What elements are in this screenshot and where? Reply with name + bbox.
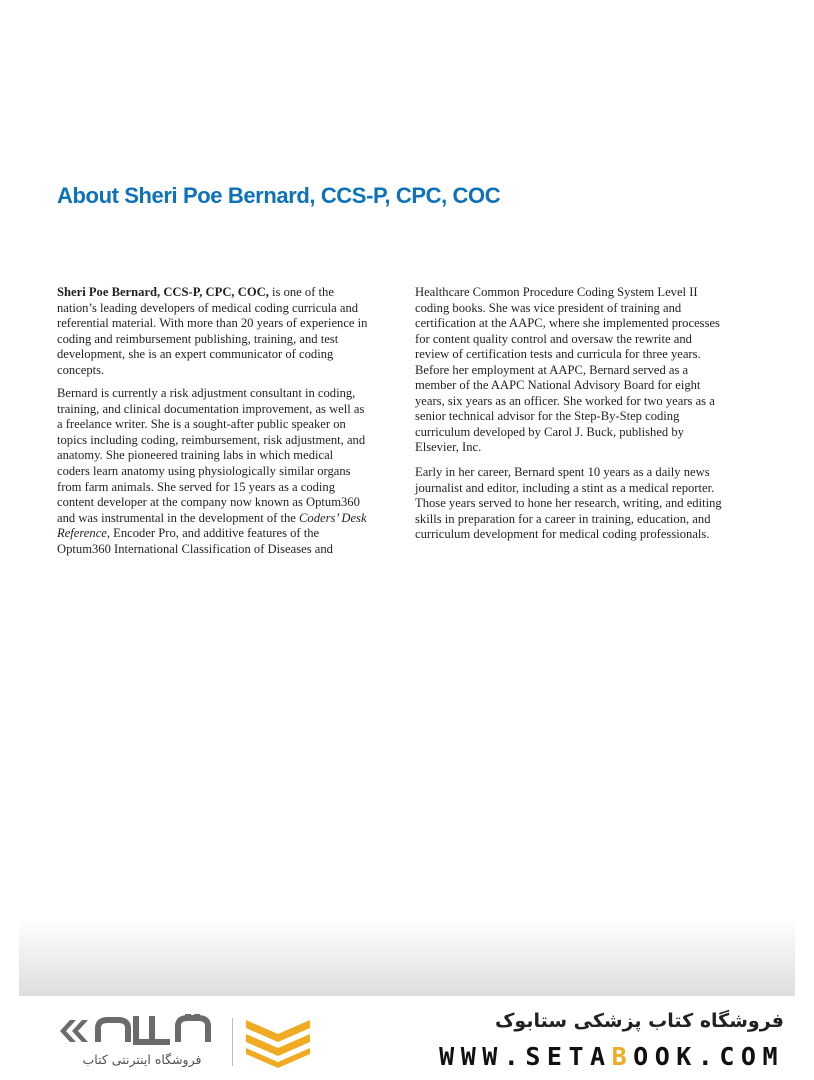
author-name: Sheri Poe Bernard, CCS-P, CPC, COC, [57, 285, 269, 299]
bio-paragraph-1-text: is one of the nation’s leading developers of medical coding curricula and referential material. With more than 20 years of experience in coding and reimbursement publishing, training, and test development, she is an expert communicator of coding concepts. [57, 285, 368, 377]
site-url-part-1: WWW.SETA [439, 1042, 612, 1071]
bio-paragraph-2-text-a: Bernard is currently a risk adjustment consultant in coding, training, and clinical documentation improvement, as well as a freelance writer. She is a sought-after public speaker on topics including coding, reimbursement, risk adjustment, and anatomy. She pioneered training labs in which medical coders learn anatomy using physiologically similar organs from farm animals. She served for 15 years as a coding content developer at the company now known as Optum360 and was instrumental in the development of the [57, 386, 366, 525]
logo-subtitle: فروشگاه اینترنتی کتاب [82, 1052, 202, 1067]
site-url-part-2: OOK.COM [633, 1042, 784, 1071]
page-title: About Sheri Poe Bernard, CCS-P, CPC, COC [57, 183, 501, 208]
bio-column-right [415, 285, 727, 551]
bio-paragraph-2-text-b: , Encoder Pro, and additive features of the Optum360 International Classification of Diseases and [57, 526, 333, 556]
bio-paragraph-1 [57, 285, 369, 378]
site-url-highlight: B [611, 1042, 634, 1071]
site-url [439, 1042, 784, 1071]
footer-gradient [19, 918, 795, 996]
book-title-coders-desk-reference: Coders’ Desk Reference [57, 510, 367, 541]
logo-divider [232, 1018, 233, 1066]
bio-paragraph-3: Early in her career, Bernard spent 10 years as a daily news journalist and editor, including a stint as a medical reporter. Those years served to hone her research, writing, and editing skills in preparation for a career in training, education, and curriculum development for medical coding professionals. [415, 465, 722, 542]
bio-column-left [57, 285, 369, 565]
setabook-footer [0, 996, 814, 1080]
bio-paragraph-2-continued: Healthcare Common Procedure Coding System Level II coding books. She was vice president of training and certification at the AAPC, where she implemented processes for content quality control and oversaw the rewrite and review of certification tests and curricula for three years. Before her employment at AAPC, Bernard served as a member of the AAPC National Advisory Board for eight years, six years as an officer. She worked for two years as a senior technical advisor for the Step-By-Step coding curriculum developed by Carol J. Buck, published by Elsevier, Inc. [415, 285, 720, 455]
store-name: فروشگاه کتاب پزشکی ستابوک [494, 1010, 784, 1032]
setabook-book-icon [242, 1014, 314, 1068]
bio-paragraph-2 [57, 386, 369, 557]
setabook-logo-wordmark [60, 1012, 222, 1050]
